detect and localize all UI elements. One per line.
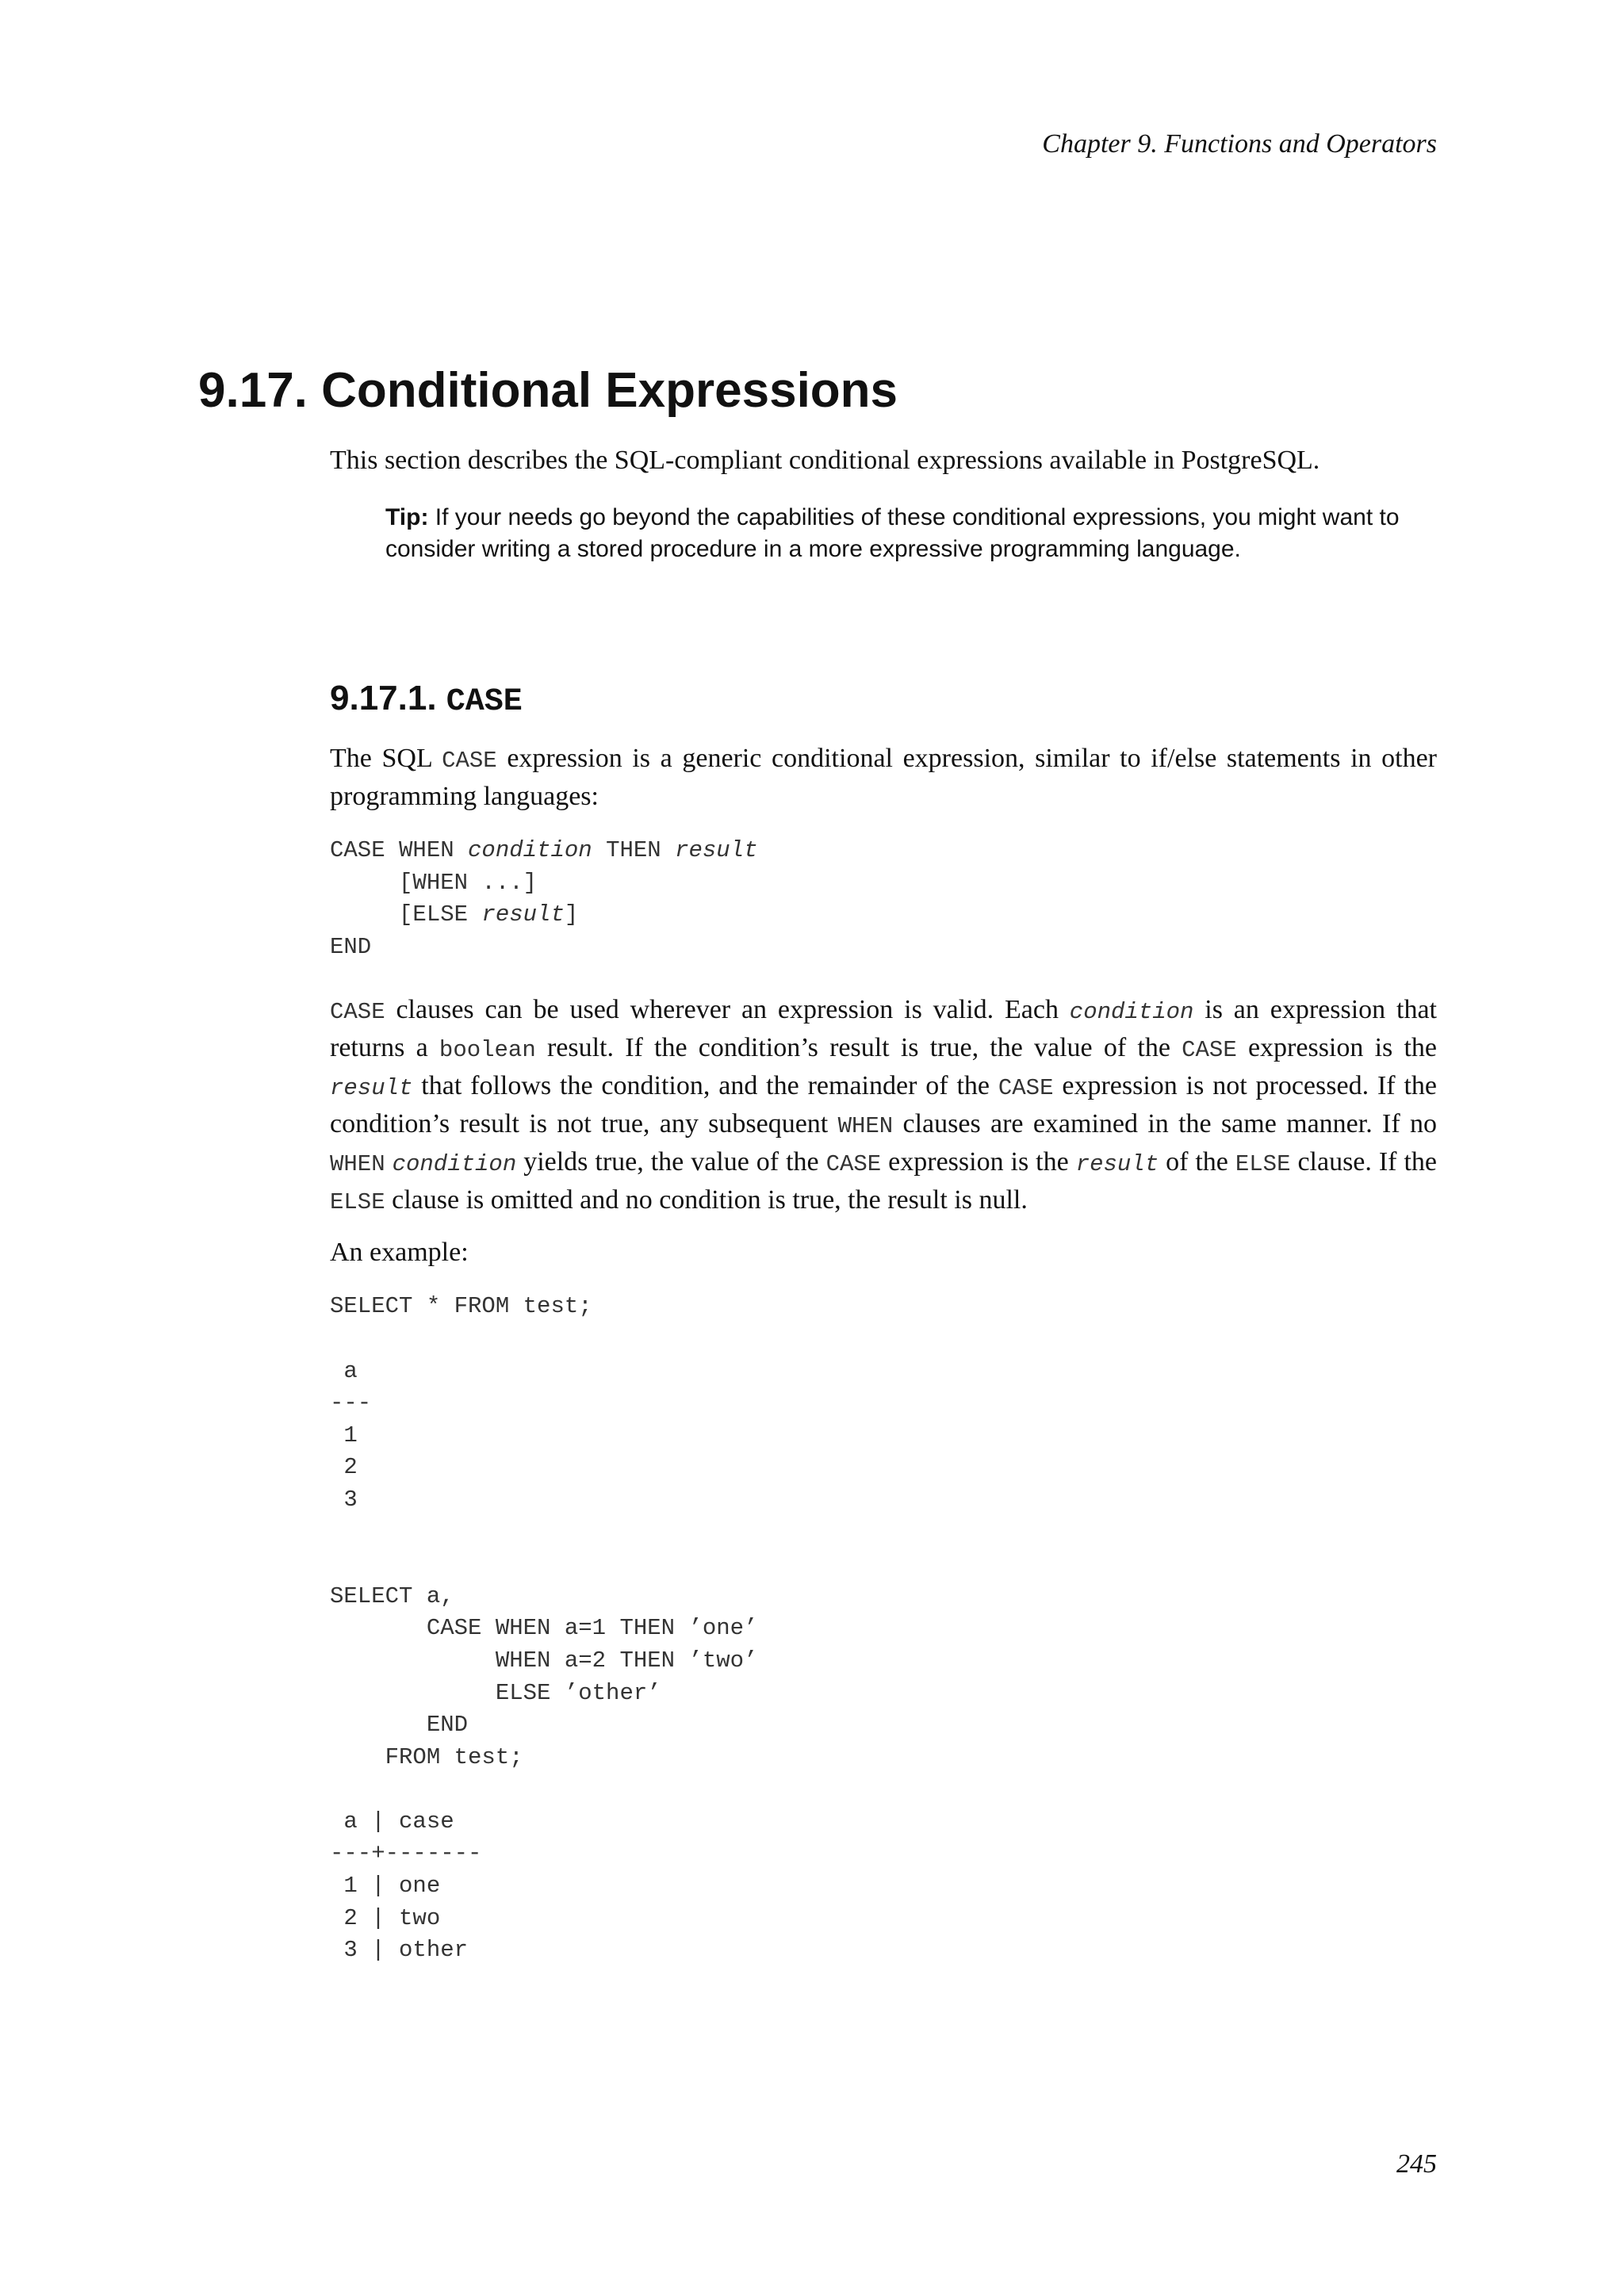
code-placeholder-condition: condition xyxy=(1069,999,1194,1026)
code-run: [ELSE xyxy=(330,901,482,928)
text-run: expression is the xyxy=(1236,1033,1437,1063)
text-run: expression is not processed. If the condition’s result is not true, any subsequent xyxy=(330,1071,1437,1139)
subsection-number: 9.17.1. xyxy=(330,679,446,718)
code-case: CASE xyxy=(442,748,497,774)
case-semantics xyxy=(330,992,1437,1220)
code-when: WHEN xyxy=(330,1151,385,1178)
section-title: 9.17. Conditional Expressions xyxy=(198,363,898,418)
code-placeholder-condition: condition xyxy=(392,1151,517,1178)
code-run: [WHEN ...] xyxy=(330,869,538,896)
text-run: that follows the condition, and the remainder of the xyxy=(412,1071,998,1101)
section-intro: This section describes the SQL-compliant conditional expressions available in PostgreSQL. xyxy=(330,446,1320,475)
code-case: CASE xyxy=(825,1151,882,1178)
text-run: result. If the condition’s result is true, the value of the xyxy=(535,1033,1182,1063)
tip-label: Tip: xyxy=(385,504,429,530)
code-case: CASE xyxy=(330,999,385,1026)
text-run xyxy=(385,1147,393,1177)
code-placeholder-result: result xyxy=(675,837,758,863)
text-run: expression is the xyxy=(881,1147,1076,1177)
running-header: Chapter 9. Functions and Operators xyxy=(1042,129,1437,159)
code-case: CASE xyxy=(998,1075,1054,1102)
subsection-keyword: CASE xyxy=(446,684,523,720)
text-run: clauses can be used wherever an expression is valid. Each xyxy=(385,995,1070,1025)
code-run: THEN xyxy=(592,837,676,863)
tip-text: If your needs go beyond the capabilities of these conditional expressions, you might want to consider writing a stored procedure in a more expressive programming language. xyxy=(385,504,1400,562)
text-run: yields true, the value of the xyxy=(516,1147,826,1177)
case-description xyxy=(330,740,1437,814)
page-number: 245 xyxy=(1396,2149,1437,2179)
code-run: ] xyxy=(564,901,579,928)
text-run: expression is a generic conditional expression, similar to if/else statements in other programming languages: xyxy=(330,744,1437,811)
text-run: The SQL xyxy=(330,744,442,773)
code-else: ELSE xyxy=(1235,1151,1291,1178)
text-run: clause is omitted and no condition is true, the result is null. xyxy=(385,1185,1028,1215)
text-run: clauses are examined in the same manner. If no xyxy=(893,1109,1437,1139)
example-code-block: SELECT * FROM test; a --- 1 2 3 SELECT a, CASE WHEN a=1 THEN ’one’ WHEN a=2 THEN ’two’ ELSE ’other’ END FROM test; a | case ---+------- 1 | one 2 | two 3 | other xyxy=(330,1293,758,1964)
text-run: is an expression that returns a xyxy=(330,995,1437,1063)
text-run: of the xyxy=(1159,1147,1235,1177)
code-else: ELSE xyxy=(330,1189,385,1216)
code-when: WHEN xyxy=(837,1113,894,1140)
subsection-title xyxy=(330,676,1437,725)
text-run: clause. If the xyxy=(1290,1147,1438,1177)
code-placeholder-result: result xyxy=(1075,1151,1159,1178)
code-placeholder-result: result xyxy=(481,901,565,928)
code-run: CASE WHEN xyxy=(330,837,469,863)
code-placeholder-condition: condition xyxy=(468,837,592,863)
code-case: CASE xyxy=(1182,1037,1237,1064)
tip-note xyxy=(330,502,1437,565)
code-boolean: boolean xyxy=(439,1037,536,1064)
page-content xyxy=(330,442,1437,1967)
code-run: END xyxy=(330,933,372,960)
case-syntax-block xyxy=(330,835,1437,963)
example-label: An example: xyxy=(330,1238,469,1268)
code-placeholder-result: result xyxy=(330,1075,413,1102)
